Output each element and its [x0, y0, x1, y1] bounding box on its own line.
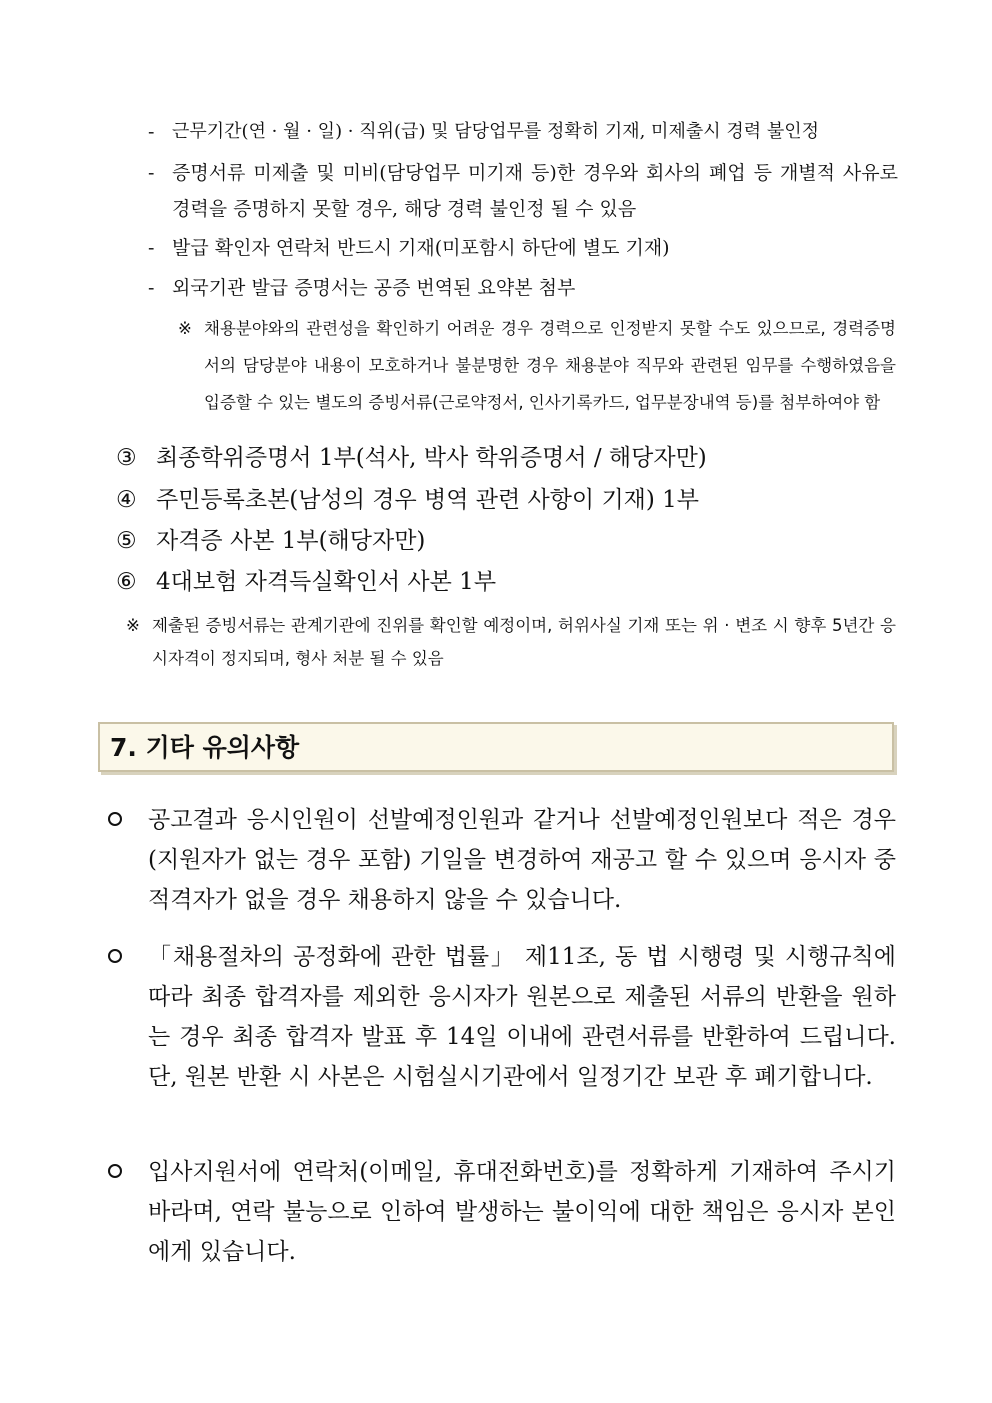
document-text: 4대보험 자격득실확인서 사본 1부 [156, 569, 497, 595]
notice-item [108, 1152, 896, 1272]
dash-marker: - [148, 277, 155, 299]
career-doc-text: 외국기관 발급 증명서는 공증 번역된 요약본 첨부 [172, 277, 576, 299]
notice-item [108, 937, 896, 1097]
dash-marker: - [148, 162, 155, 184]
document-text: 자격증 사본 1부(해당자만) [156, 528, 426, 554]
warning-note-text: 제출된 증빙서류는 관계기관에 진위를 확인할 예정이며, 허위사실 기재 또는 위 · 변조 시 향후 5년간 응시자격이 정지되며, 형사 처분 될 수 있음 [152, 616, 896, 668]
document-item [116, 562, 496, 602]
career-doc-text: 근무기간(연 · 월 · 일) · 직위(급) 및 담당업무를 정확히 기재, 미제출시 경력 불인정 [172, 121, 819, 142]
career-doc-text: 증명서류 미제출 및 미비(담당업무 미기재 등)한 경우와 회사의 폐업 등 개별적 사유로 경력을 증명하지 못할 경우, 해당 경력 불인정 될 수 있음 [172, 162, 898, 220]
career-doc-text: 발급 확인자 연락처 반드시 기재(미포함시 하단에 별도 기재) [172, 237, 670, 259]
circle-bullet-icon [108, 1164, 122, 1178]
document-item [116, 438, 707, 478]
warning-note [126, 609, 896, 675]
document-item [116, 521, 425, 561]
reference-mark: ※ [178, 319, 192, 338]
circle-bullet-icon [108, 949, 122, 963]
document-number: ④ [116, 487, 137, 513]
document-number: ③ [116, 445, 137, 471]
notice-text: 공고결과 응시인원이 선발예정인원과 같거나 선발예정인원보다 적은 경우(지원자가 없는 경우 포함) 기일을 변경하여 재공고 할 수 있으며 응시자 중 적격자가 없을 경우 채용하지 않을 수 있습니다. [148, 807, 896, 913]
career-doc-item [148, 270, 898, 306]
warning-mark: ※ [126, 616, 140, 635]
document-number: ⑥ [116, 569, 137, 595]
dash-marker: - [148, 237, 155, 259]
reference-note-text: 채용분야와의 관련성을 확인하기 어려운 경우 경력으로 인정받지 못할 수도 있으므로, 경력증명서의 담당분야 내용이 모호하거나 불분명한 경우 채용분야 직무와 관련된 임무를 수행하였음을 입증할 수 있는 별도의 증빙서류(근로약정서, 인사기록카드, 업무분장내역 등)를 첨부하여야 함 [204, 319, 896, 412]
career-doc-item [148, 114, 898, 150]
circle-bullet-icon [108, 812, 122, 826]
section-title: 7. 기타 유의사항 [110, 733, 300, 762]
career-doc-item [148, 155, 898, 227]
career-doc-item [148, 230, 898, 266]
document-number: ⑤ [116, 528, 137, 554]
section-header [98, 722, 894, 772]
notice-item [108, 800, 896, 920]
document-text: 주민등록초본(남성의 경우 병역 관련 사항이 기재) 1부 [156, 487, 700, 513]
notice-text: 입사지원서에 연락처(이메일, 휴대전화번호)를 정확하게 기재하여 주시기 바라며, 연락 불능으로 인하여 발생하는 불이익에 대한 책임은 응시자 본인에게 있습니다. [148, 1159, 896, 1265]
dash-marker: - [148, 121, 155, 143]
notice-text: 「채용절차의 공정화에 관한 법률」 제11조, 동 법 시행령 및 시행규칙에 따라 최종 합격자를 제외한 응시자가 원본으로 제출된 서류의 반환을 원하는 경우 최종 합격자 발표 후 14일 이내에 관련서류를 반환하여 드립니다. 단, 원본 반환 시 사본은 시험실시기관에서 일정기간 보관 후 폐기합니다. [148, 944, 896, 1090]
document-text: 최종학위증명서 1부(석사, 박사 학위증명서 / 해당자만) [156, 445, 707, 471]
reference-note [178, 310, 896, 421]
document-item [116, 480, 699, 520]
